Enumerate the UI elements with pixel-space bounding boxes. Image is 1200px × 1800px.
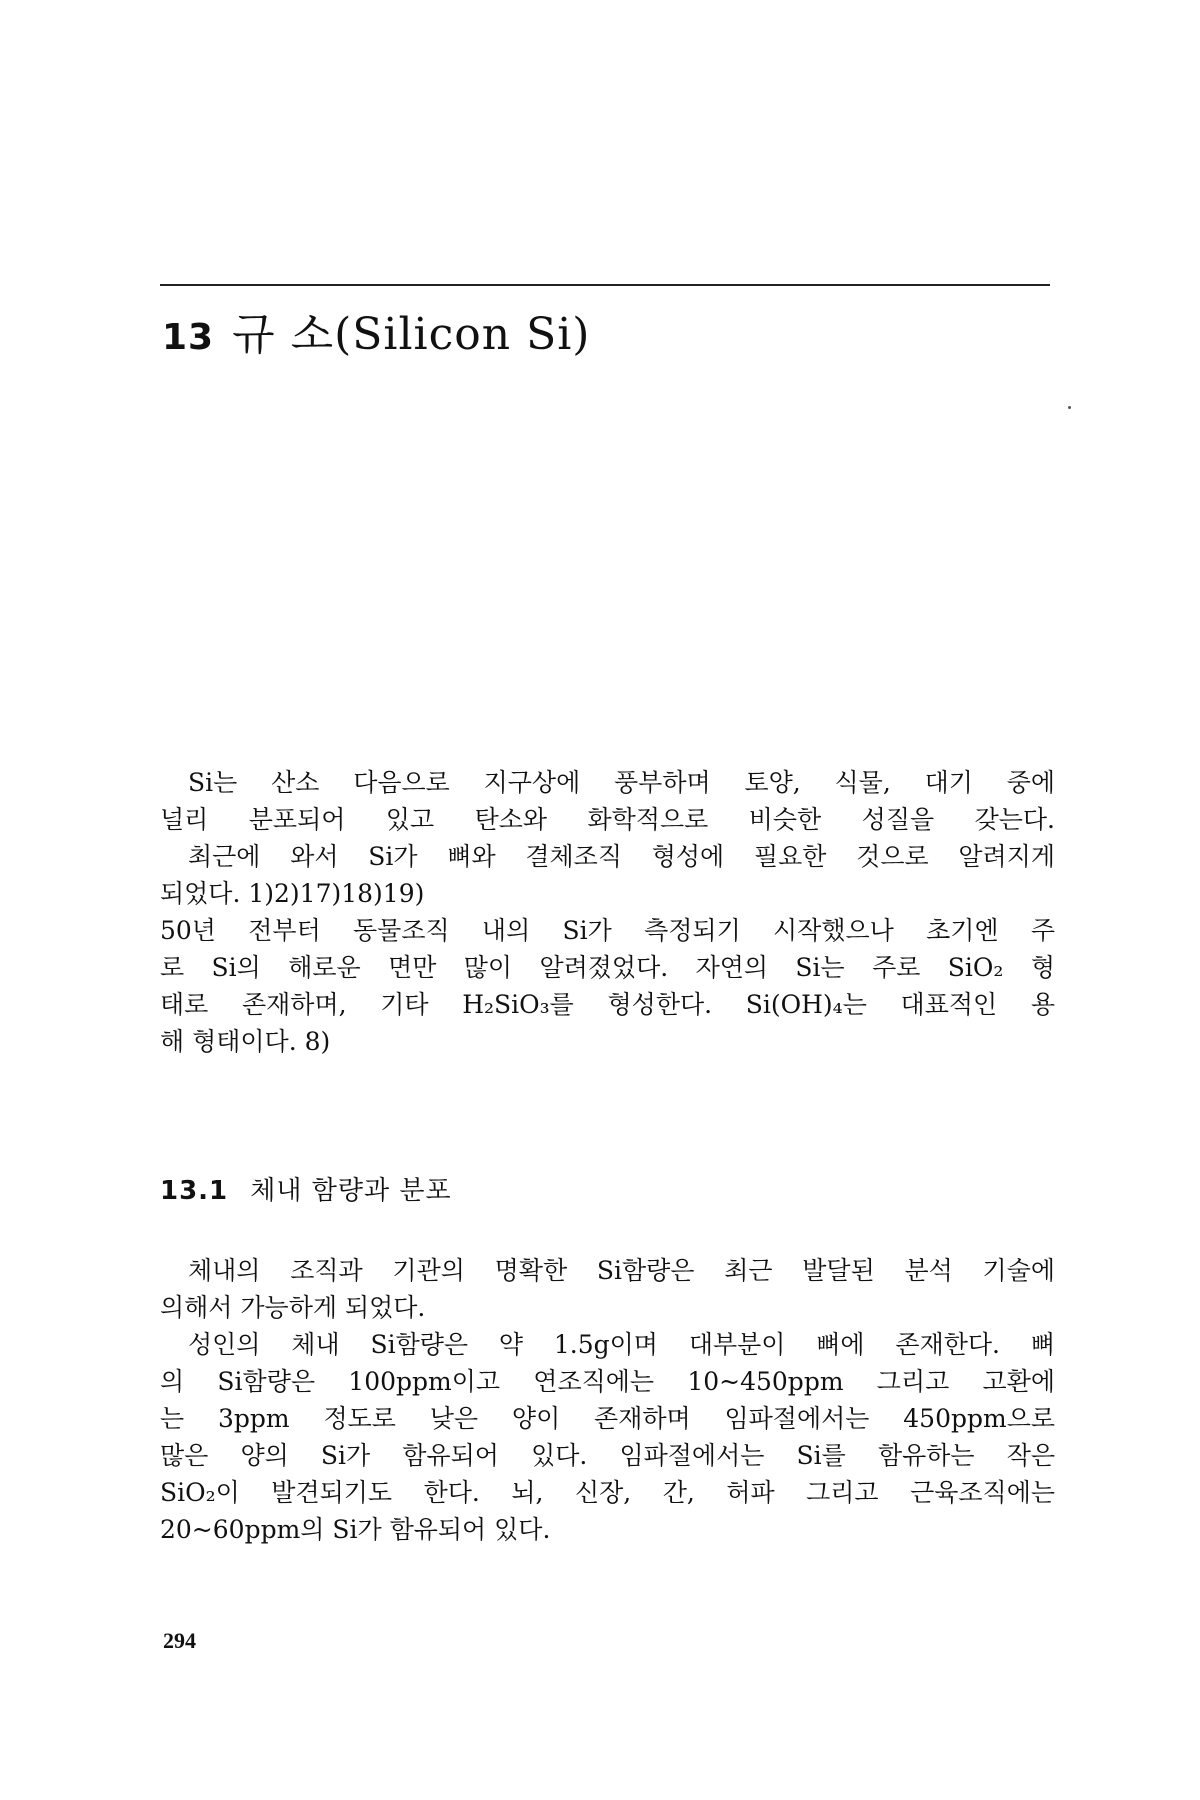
section-number: 13.1 [160,1176,229,1206]
section-paragraphs [160,1258,1055,1554]
section-line: SiO₂이 발견되기도 한다. 뇌, 신장, 간, 허파 그리고 근육조직에는 [160,1478,1055,1507]
intro-line: 50년 전부터 동물조직 내의 Si가 측정되기 시작했으나 초기엔 주 [160,916,1055,945]
section-line: 의 Si함량은 100ppm이고 연조직에는 10~450ppm 그리고 고환에 [160,1367,1055,1396]
intro-line: 되었다. 1)2)17)18)19) [160,879,425,908]
section-heading [160,1170,452,1207]
intro-line: 태로 존재하며, 기타 H₂SiO₃를 형성한다. Si(OH)₄는 대표적인 용 [160,990,1055,1019]
section-line: 체내의 조직과 기관의 명확한 Si함량은 최근 발달된 분석 기술에 [188,1256,1055,1285]
section-line: 는 3ppm 정도로 낮은 양이 존재하며 임파절에서는 450ppm으로 [160,1404,1055,1433]
intro-line: Si는 산소 다음으로 지구상에 풍부하며 토양, 식물, 대기 중에 [188,768,1055,797]
section-line: 많은 양의 Si가 함유되어 있다. 임파절에서는 Si를 함유하는 작은 [160,1441,1055,1470]
section-line: 의해서 가능하게 되었다. [160,1293,426,1322]
section-title: 체내 함량과 분포 [250,1176,452,1206]
intro-line: 해 형태이다. 8) [160,1027,331,1056]
chapter-title: 규 소(Silicon Si) [232,309,591,360]
page-number: 294 [163,1628,196,1653]
chapter-number: 13 [162,317,215,358]
chapter-heading [162,298,590,362]
scan-speck [1068,406,1071,409]
intro-paragraphs [160,770,1055,1066]
chapter-rule [160,284,1050,286]
intro-line: 최근에 와서 Si가 뼈와 결체조직 형성에 필요한 것으로 알려지게 [188,842,1055,871]
intro-line: 로 Si의 해로운 면만 많이 알려졌었다. 자연의 Si는 주로 SiO₂ 형 [160,953,1055,982]
section-line: 성인의 체내 Si함량은 약 1.5g이며 대부분이 뼈에 존재한다. 뼈 [188,1330,1055,1359]
intro-line: 널리 분포되어 있고 탄소와 화학적으로 비슷한 성질을 갖는다. [160,805,1055,834]
section-line: 20~60ppm의 Si가 함유되어 있다. [160,1515,551,1544]
